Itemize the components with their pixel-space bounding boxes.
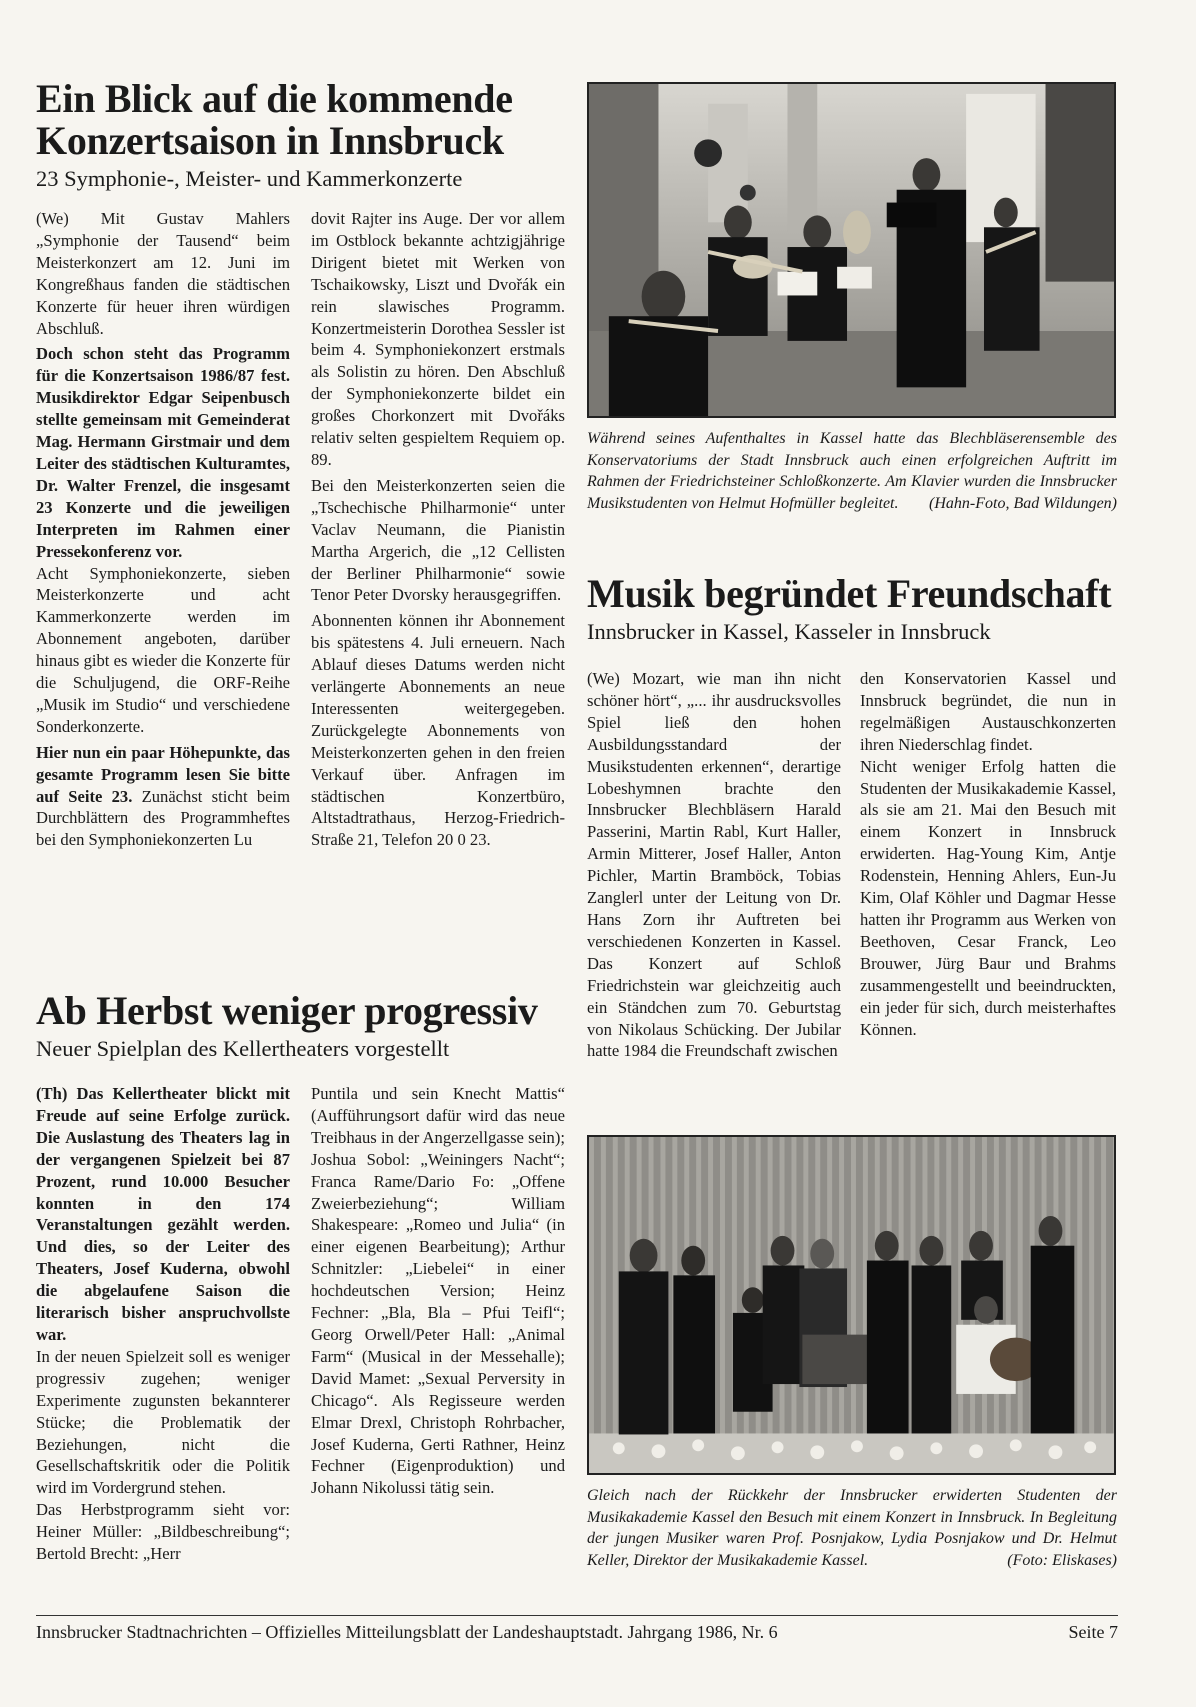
article2-header [587,573,1117,645]
brass-ensemble-photo [587,82,1116,418]
article3-subhead: Neuer Spielplan des Kellertheaters vorgestellt [36,1036,450,1061]
article2-subhead: Innsbrucker in Kassel, Kasseler in Innsbruck [587,619,991,644]
article3-column1 [36,1083,290,1565]
article3-col1-p3: Das Herbstprogramm sieht vor: Heiner Müller: „Bildbeschreibung“; Bertold Brecht: „Herr [36,1500,290,1564]
photo2-credit: (Foto: Eliskases) [1007,1551,1117,1569]
article2-col2-p1: den Konservatorien Kassel und Innsbruck begründet, die nun in regelmäßigen Austauschkonzerten ihren Niederschlag findet. [860,669,1116,754]
article3-header [36,990,566,1062]
article3-col2-text: Puntila und sein Knecht Mattis“ (Aufführungsort dafür wird das neue Treibhaus in der Angerzellgasse sein); Joshua Sobol: „Weiningers Nacht“; Franca Rame/Dario Fo: „Offene Zweierbeziehung“; William Shakespeare: „Romeo und Julia“ (in einer eigenen Bearbeitung); Arthur Schnitzler: „Liebelei“ in einer hochdeutschen Version; Heinz Fechner: „Bla, Bla – Pfui Teifl“; Georg Orwell/Peter Hall: „Animal Farm“ (Musical in der Messehalle); David Mamet: „Sexual Perversity in Chicago“. Als Regisseure werden Elmar Drexl, Christoph Rohrbacher, Josef Kuderna, Gerti Rathner, Heinz Fechner (Eigenproduktion) und Johann Nikolussi tätig sein. [311,1084,565,1498]
photo1-caption-block [587,428,1117,514]
photo1-caption [587,428,1117,514]
article3-col1-p2: In der neuen Spielzeit soll es weniger progressiv zugehen; weniger Experimente zugunsten bekannterer Stücke; die Problematik der Beziehungen, nicht die Gesellschaftskritik oder die Politik wird im Vordergrund stehen. [36,1346,290,1498]
kassel-students-photo [587,1135,1116,1475]
article2-column2 [860,668,1116,1040]
footer-rule [36,1615,1118,1616]
article1-headline-line2: Konzertsaison in Innsbruck [36,118,504,163]
article3-col1-p1: (Th) Das Kellertheater blickt mit Freude auf seine Erfolge zurück. Die Auslastung des Theaters lag in der vergangenen Spielzeit bei 87 Prozent, rund 10.000 Besucher konnten in den 174 Veranstaltungen gezählt werden. Und dies, so der Leiter des Theaters, Josef Kuderna, obwohl die abgelaufene Saison die literarisch bisher anspruchvollste war. [36,1084,290,1344]
article2-column1 [587,668,841,1062]
article1-col1-p4-rest: Zunächst sticht beim Durchblättern des Programmheftes bei den Symphoniekonzerten Lu [36,786,291,850]
article1-col2-p2: Bei den Meisterkonzerten seien die „Tschechische Philharmonie“ unter Vaclav Neumann, die Pianistin Martha Argerich, die „12 Cellisten der Berliner Philharmonie“ sowie Tenor Peter Dvorsky herausgegriffen. [311,475,565,605]
footer-publication: Innsbrucker Stadtnachrichten – Offizielles Mitteilungsblatt der Landeshauptstadt. Jahrgang 1986, Nr. 6 [36,1622,778,1642]
article1-col1-p2: Doch schon steht das Programm für die Konzertsaison 1986/87 fest. Musikdirektor Edgar Seipenbusch stellte gemeinsam mit Gemeinderat Mag. Hermann Girstmair und dem Leiter des städtischen Kulturamtes, Dr. Walter Frenzel, die insgesamt 23 Konzerte und die jeweiligen Interpreten im Rahmen einer Pressekonferenz vor. [36,344,290,561]
footer-page-number: Seite 7 [1068,1622,1118,1642]
photo1-credit: (Hahn-Foto, Bad Wildungen) [929,494,1117,512]
article3-column2 [311,1083,565,1499]
article1-header [36,78,556,192]
photo2-caption-text: Gleich nach der Rückkehr der Innsbrucker erwiderten Studenten der Musikakademie Kassel den Besuch mit einem Konzert in Innsbruck. In Begleitung der jungen Musiker waren Prof. Posnjakow, Lydia Posnjakow und Dr. Helmut Keller, Direktor der Musikakademie Kassel. [587,1487,1117,1569]
article3-headline: Ab Herbst weniger progressiv [36,988,538,1033]
article1-column1 [36,208,290,851]
photo2-caption [587,1485,1117,1571]
photo1-caption-text: Während seines Aufenthaltes in Kassel hatte das Blechbläserensemble des Konservatoriums der Stadt Innsbruck auch einen erfolgreichen Auftritt im Rahmen der Friedrichsteiner Schloßkonzerte. Am Klavier wurden die Innsbrucker Musikstudenten von Helmut Hofmüller begleitet. [587,430,1117,512]
article1-headline [36,78,556,162]
article2-col1-text: (We) Mozart, wie man ihn nicht schöner hört“, „... ihr ausdrucksvolles Spiel ließ den hohen Ausbildungsstandard der Musikstudenten erkennen“, derartige Lobeshymnen brachte den Innsbrucker Blechbläsern Harald Passerini, Martin Rabl, Kurt Haller, Armin Mitterer, Josef Haller, Anton Pichler, Martin Bramböck, Tobias Zanglerl unter der Leitung von Dr. Hans Zorn ihr Auftreten bei verschiedenen Konzerten in Kassel. Das Konzert auf Schloß Friedrichstein war gleichzeitig auch ein Ständchen zum 70. Geburtstag von Nikolaus Schücking. Der Jubilar hatte 1984 die Freundschaft zwischen [587,669,841,1061]
article1-subhead: 23 Symphonie-, Meister- und Kammerkonzerte [36,166,463,191]
page-footer [36,1620,1118,1644]
article1-col1-p4 [36,742,290,852]
article1-col1-p3: Acht Symphoniekonzerte, sieben Meisterkonzerte und acht Kammerkonzerte werden im Abonnement angeboten, darüber hinaus gibt es wieder die Konzerte für die Schuljugend, die ORF-Reihe „Musik im Studio“ und verschiedene Sonderkonzerte. [36,563,290,736]
article1-col1-p1: (We) Mit Gustav Mahlers „Symphonie der Tausend“ beim Meisterkonzert am 12. Juni im Kongreßhaus fanden die städtischen Konzerte für heuer ihren würdigen Abschluß. [36,209,290,338]
photo2-caption-block [587,1485,1117,1571]
article1-col2-p1: dovit Rajter ins Auge. Der vor allem im Ostblock bekannte achtzigjährige Dirigent bietet mit Werken von Tschaikowsky, Liszt und Dvořák ein rein slawisches Programm. Konzertmeisterin Dorothea Sessler ist beim 4. Symphoniekonzert erstmals als Solistin zu hören. Den Abschluß der Symphoniekonzerte bildet ein großes Chorkonzert mit Dvořáks relativ selten gespieltem Requiem op. 89. [311,209,565,469]
article2-headline: Musik begründet Freundschaft [587,571,1112,616]
article2-col2-p2: Nicht weniger Erfolg hatten die Studenten der Musikakademie Kassel, als sie am 21. Mai den Besuch mit einem Konzert in Innsbruck erwiderten. Hag-Young Kim, Antje Rodenstein, Henning Ahlers, Eun-Ju Kim, Olaf Köhler und Dagmar Hesse hatten ihr Programm aus Werken von Beethoven, Cesar Franck, Leo Brouwer, Jürg Baur und Brahms zusammengestellt und beeindruckten, ein jeder für sich, durch meisterhaftes Können. [860,756,1116,1039]
article1-column2 [311,208,565,851]
article1-col1-p4-bold: Hier nun ein paar Höhepunkte, das gesamte Programm lesen Sie bitte auf Seite 23. [36,742,290,806]
article1-headline-line1: Ein Blick auf die kommende [36,76,513,121]
article1-col2-p3: Abonnenten können ihr Abonnement bis spätestens 4. Juli erneuern. Nach Ablauf dieses Datums werden nicht verlängerte Abonnements an neue Interessenten weitergegeben. Zurückgelegte Abonnements von Meisterkonzerten gehen in den freien Verkauf über. Anfragen im städtischen Konzertbüro, Altstadtrathaus, Herzog-Friedrich-Straße 21, Telefon 20 0 23. [311,611,565,850]
